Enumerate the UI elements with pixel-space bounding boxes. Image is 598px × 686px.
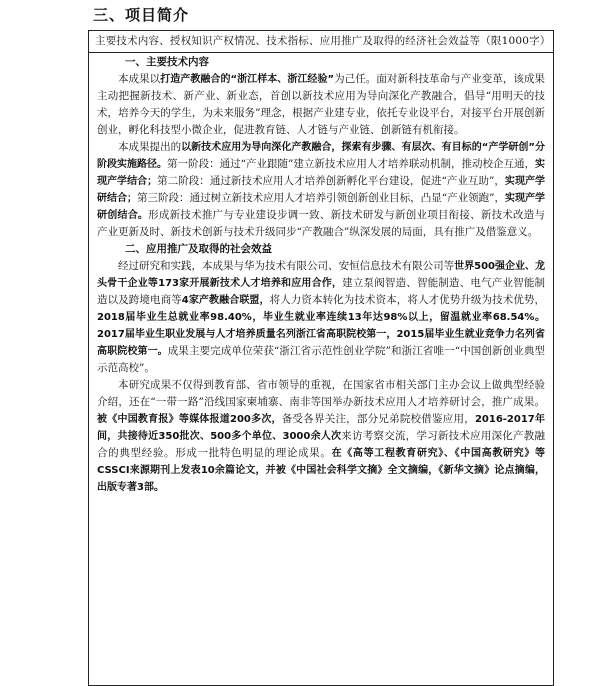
text-run: 第三阶段：通过树立新技术应用人才培养引领创新创业目标，凸显“产业领跑”， xyxy=(137,192,505,204)
bold-text-run: 在《高等工程教育研究》、《中国高教研究》等CSSCI来源期刊上发表10余篇论文，并被《中国社会科学文摘》全文摘编，《新华文摘》论点摘编，出版专著3部。 xyxy=(97,448,546,493)
part1-paragraph-2 xyxy=(97,139,545,241)
part2-paragraph-1 xyxy=(97,258,545,377)
bold-text-run: 世界500强企业、龙头骨干企业等173家开展新技术人才培养和应用合作， xyxy=(97,261,546,289)
summary-content xyxy=(89,53,553,496)
part1-paragraph-1 xyxy=(97,71,545,139)
project-summary-box xyxy=(88,30,554,686)
part2-paragraph-2 xyxy=(97,377,545,496)
bold-text-run: 实现产学结合； xyxy=(97,159,546,187)
text-run: 成果主要完成单位荣获“浙江省示范性创业学院”和浙江省唯一“中国创新创业典型示范高校”。 xyxy=(97,345,545,374)
section-title: 三、项目简介 xyxy=(93,6,190,24)
part1-heading: 一、主要技术内容 xyxy=(125,56,209,68)
text-run: 第一阶段：通过“产业跟随”建立新技术应用人才培养联动机制，推动校企互通， xyxy=(167,158,536,170)
bold-text-run: 2018届毕业生总就业率98.40%，毕业生就业率连续13年达98%以上，留温就业率68.54%。2017届毕业生职业发展与人才培养质量名列浙江省高职院校第一，2015届毕业生就业竞争力名列省高职院校第一。 xyxy=(97,312,545,357)
text-run: 将人力资本转化为技术资本，将人才优势升级为技术优势， xyxy=(269,294,546,306)
text-run: 本成果以 xyxy=(118,73,161,85)
text-run: 经过研究和实践，本成果与华为技术有限公司、安恒信息技术有限公司等 xyxy=(118,260,455,272)
text-run: 建立泵阀智造、智能制造、电气产业智能制造以及跨境电商等 xyxy=(97,277,546,306)
text-run: 为己任。面对新科技革命与产业变革，该成果主动把握新技术、新产业、新业态，首创以新技术应用为导向深化产教融合，倡导“用明天的技术，培养今天的学生，为未来服务”理念，根据产业建专业，依托专业设平台，对接平台开展创新创业，孵化科技型小微企业，促进教育链、人才链与产业链、创新链有机衔接。 xyxy=(97,73,546,136)
bold-text-run: 2016-2017年间，共接待近350批次、500多个单位、3000余人次 xyxy=(97,414,545,442)
text-run: 本研究成果不仅得到教育部、省市领导的重视，在国家省市相关部门主办会议上做典型经验介绍，还在“一带一路”沿线国家柬埔寨、南非等国举办新技术应用人才培养研讨会，推广成果。 xyxy=(97,379,545,408)
text-run: 形成新技术推广与专业建设步调一致、新技术研发与新创业项目衔接、新技术改造与产业更新及时、新技术创新与技术升级同步“产教融合”纵深发展的局面，具有推广及借鉴意义。 xyxy=(97,209,546,238)
bold-text-run: 实现产学研创结合。 xyxy=(97,193,546,221)
text-run: 第二阶段：通过新技术应用人才培养创新孵化平台建设，促进“产业互助”， xyxy=(157,175,505,187)
text-run: 来访考察交流，学习新技术应用深化产教融合的典型经验。形成一批特色明显的理论成果。 xyxy=(97,430,545,459)
bold-text-run: 实现产学研结合； xyxy=(97,176,546,204)
text-run: 备受各界关注，部分兄弟院校借鉴应用， xyxy=(281,413,475,425)
bold-text-run: 打造产教融合的“浙江样本、浙江经验” xyxy=(160,74,335,85)
bold-text-run: 被《中国教育报》等媒体报道200多次， xyxy=(97,414,282,425)
bold-text-run: 4家产教融合联盟， xyxy=(181,295,270,306)
part2-heading: 二、应用推广及取得的社会效益 xyxy=(125,243,272,255)
requirement-note: 主要技术内容、授权知识产权情况、技术指标、应用推广及取得的经济社会效益等（限1000字） xyxy=(89,31,553,53)
text-run: 本成果提出的 xyxy=(118,141,182,153)
bold-text-run: 以新技术应用为导向深化产教融合，探索有步骤、有层次、有目标的“产学研创”分阶段实施路径。 xyxy=(97,142,545,170)
